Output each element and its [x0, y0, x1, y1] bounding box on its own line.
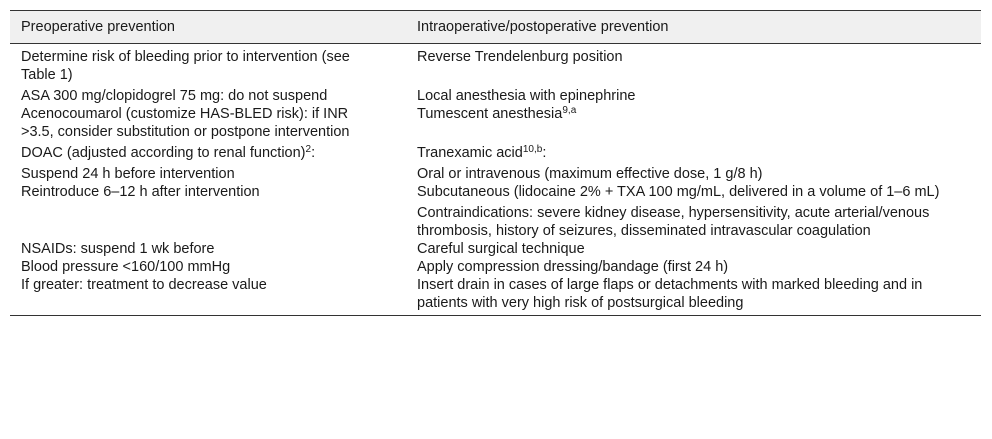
prevention-table — [10, 10, 981, 316]
table-row — [10, 44, 981, 85]
table-row — [10, 276, 981, 316]
prevention-table-container — [10, 10, 981, 316]
footnote-ref: 10,b — [522, 144, 543, 155]
cell-text: Blood pressure <160/100 mmHg — [21, 259, 231, 275]
table-cell — [10, 84, 406, 105]
header-intraoperative: Intraoperative/postoperative prevention — [406, 11, 981, 44]
table-cell — [406, 141, 981, 162]
cell-text: Acenocoumarol (customize HAS-BLED risk): if INR >3.5, consider substitution or postpone intervention — [21, 106, 350, 140]
cell-suffix: : — [311, 145, 316, 161]
cell-text: ASA 300 mg/clopidogrel 75 mg: do not suspend — [21, 88, 328, 104]
table-cell — [406, 258, 981, 276]
table-row — [10, 105, 981, 141]
cell-text: Tumescent anesthesia — [417, 106, 563, 122]
cell-suffix: : — [542, 145, 547, 161]
table-cell — [406, 84, 981, 105]
cell-text: Contraindications: severe kidney disease, hypersensitivity, acute arterial/venous thrombosis, history of seizures, disseminated intravascular coagulation — [417, 205, 930, 239]
table-header-row — [10, 11, 981, 44]
header-preoperative: Preoperative prevention — [10, 11, 406, 44]
cell-text: If greater: treatment to decrease value — [21, 277, 267, 293]
table-row — [10, 258, 981, 276]
table-cell — [10, 240, 406, 258]
table-cell — [10, 162, 406, 183]
table-cell — [406, 276, 981, 316]
table-cell — [406, 201, 981, 240]
table-cell — [10, 183, 406, 201]
table-cell — [10, 105, 406, 141]
cell-text: Reverse Trendelenburg position — [417, 49, 623, 65]
cell-text: Tranexamic acid — [417, 145, 523, 161]
table-row — [10, 240, 981, 258]
table-cell — [10, 276, 406, 316]
table-cell — [10, 44, 406, 85]
table-cell — [10, 201, 406, 240]
cell-text: Apply compression dressing/bandage (first 24 h) — [417, 259, 729, 275]
cell-text: Reintroduce 6–12 h after intervention — [21, 184, 260, 200]
table-cell — [406, 105, 981, 141]
table-cell — [10, 258, 406, 276]
cell-text: DOAC (adjusted according to renal function) — [21, 145, 306, 161]
table-cell — [406, 44, 981, 85]
cell-text: Oral or intravenous (maximum effective dose, 1 g/8 h) — [417, 166, 763, 182]
footnote-ref: 9,a — [562, 105, 577, 116]
cell-text: Local anesthesia with epinephrine — [417, 88, 636, 104]
table-cell — [10, 141, 406, 162]
table-cell — [406, 240, 981, 258]
cell-text: Insert drain in cases of large flaps or detachments with marked bleeding and in patients with very high risk of postsurgical bleeding — [417, 277, 923, 311]
table-cell — [406, 183, 981, 201]
table-row — [10, 141, 981, 162]
table-row — [10, 162, 981, 183]
cell-text: Suspend 24 h before intervention — [21, 166, 235, 182]
table-row — [10, 183, 981, 201]
cell-text: Subcutaneous (lidocaine 2% + TXA 100 mg/mL, delivered in a volume of 1–6 mL) — [417, 184, 940, 200]
table-row — [10, 84, 981, 105]
cell-text: Careful surgical technique — [417, 241, 585, 257]
cell-text: Determine risk of bleeding prior to intervention (see Table 1) — [21, 49, 350, 83]
footnote-ref: 2 — [305, 144, 312, 155]
cell-text: NSAIDs: suspend 1 wk before — [21, 241, 215, 257]
table-cell — [406, 162, 981, 183]
table-row — [10, 201, 981, 240]
